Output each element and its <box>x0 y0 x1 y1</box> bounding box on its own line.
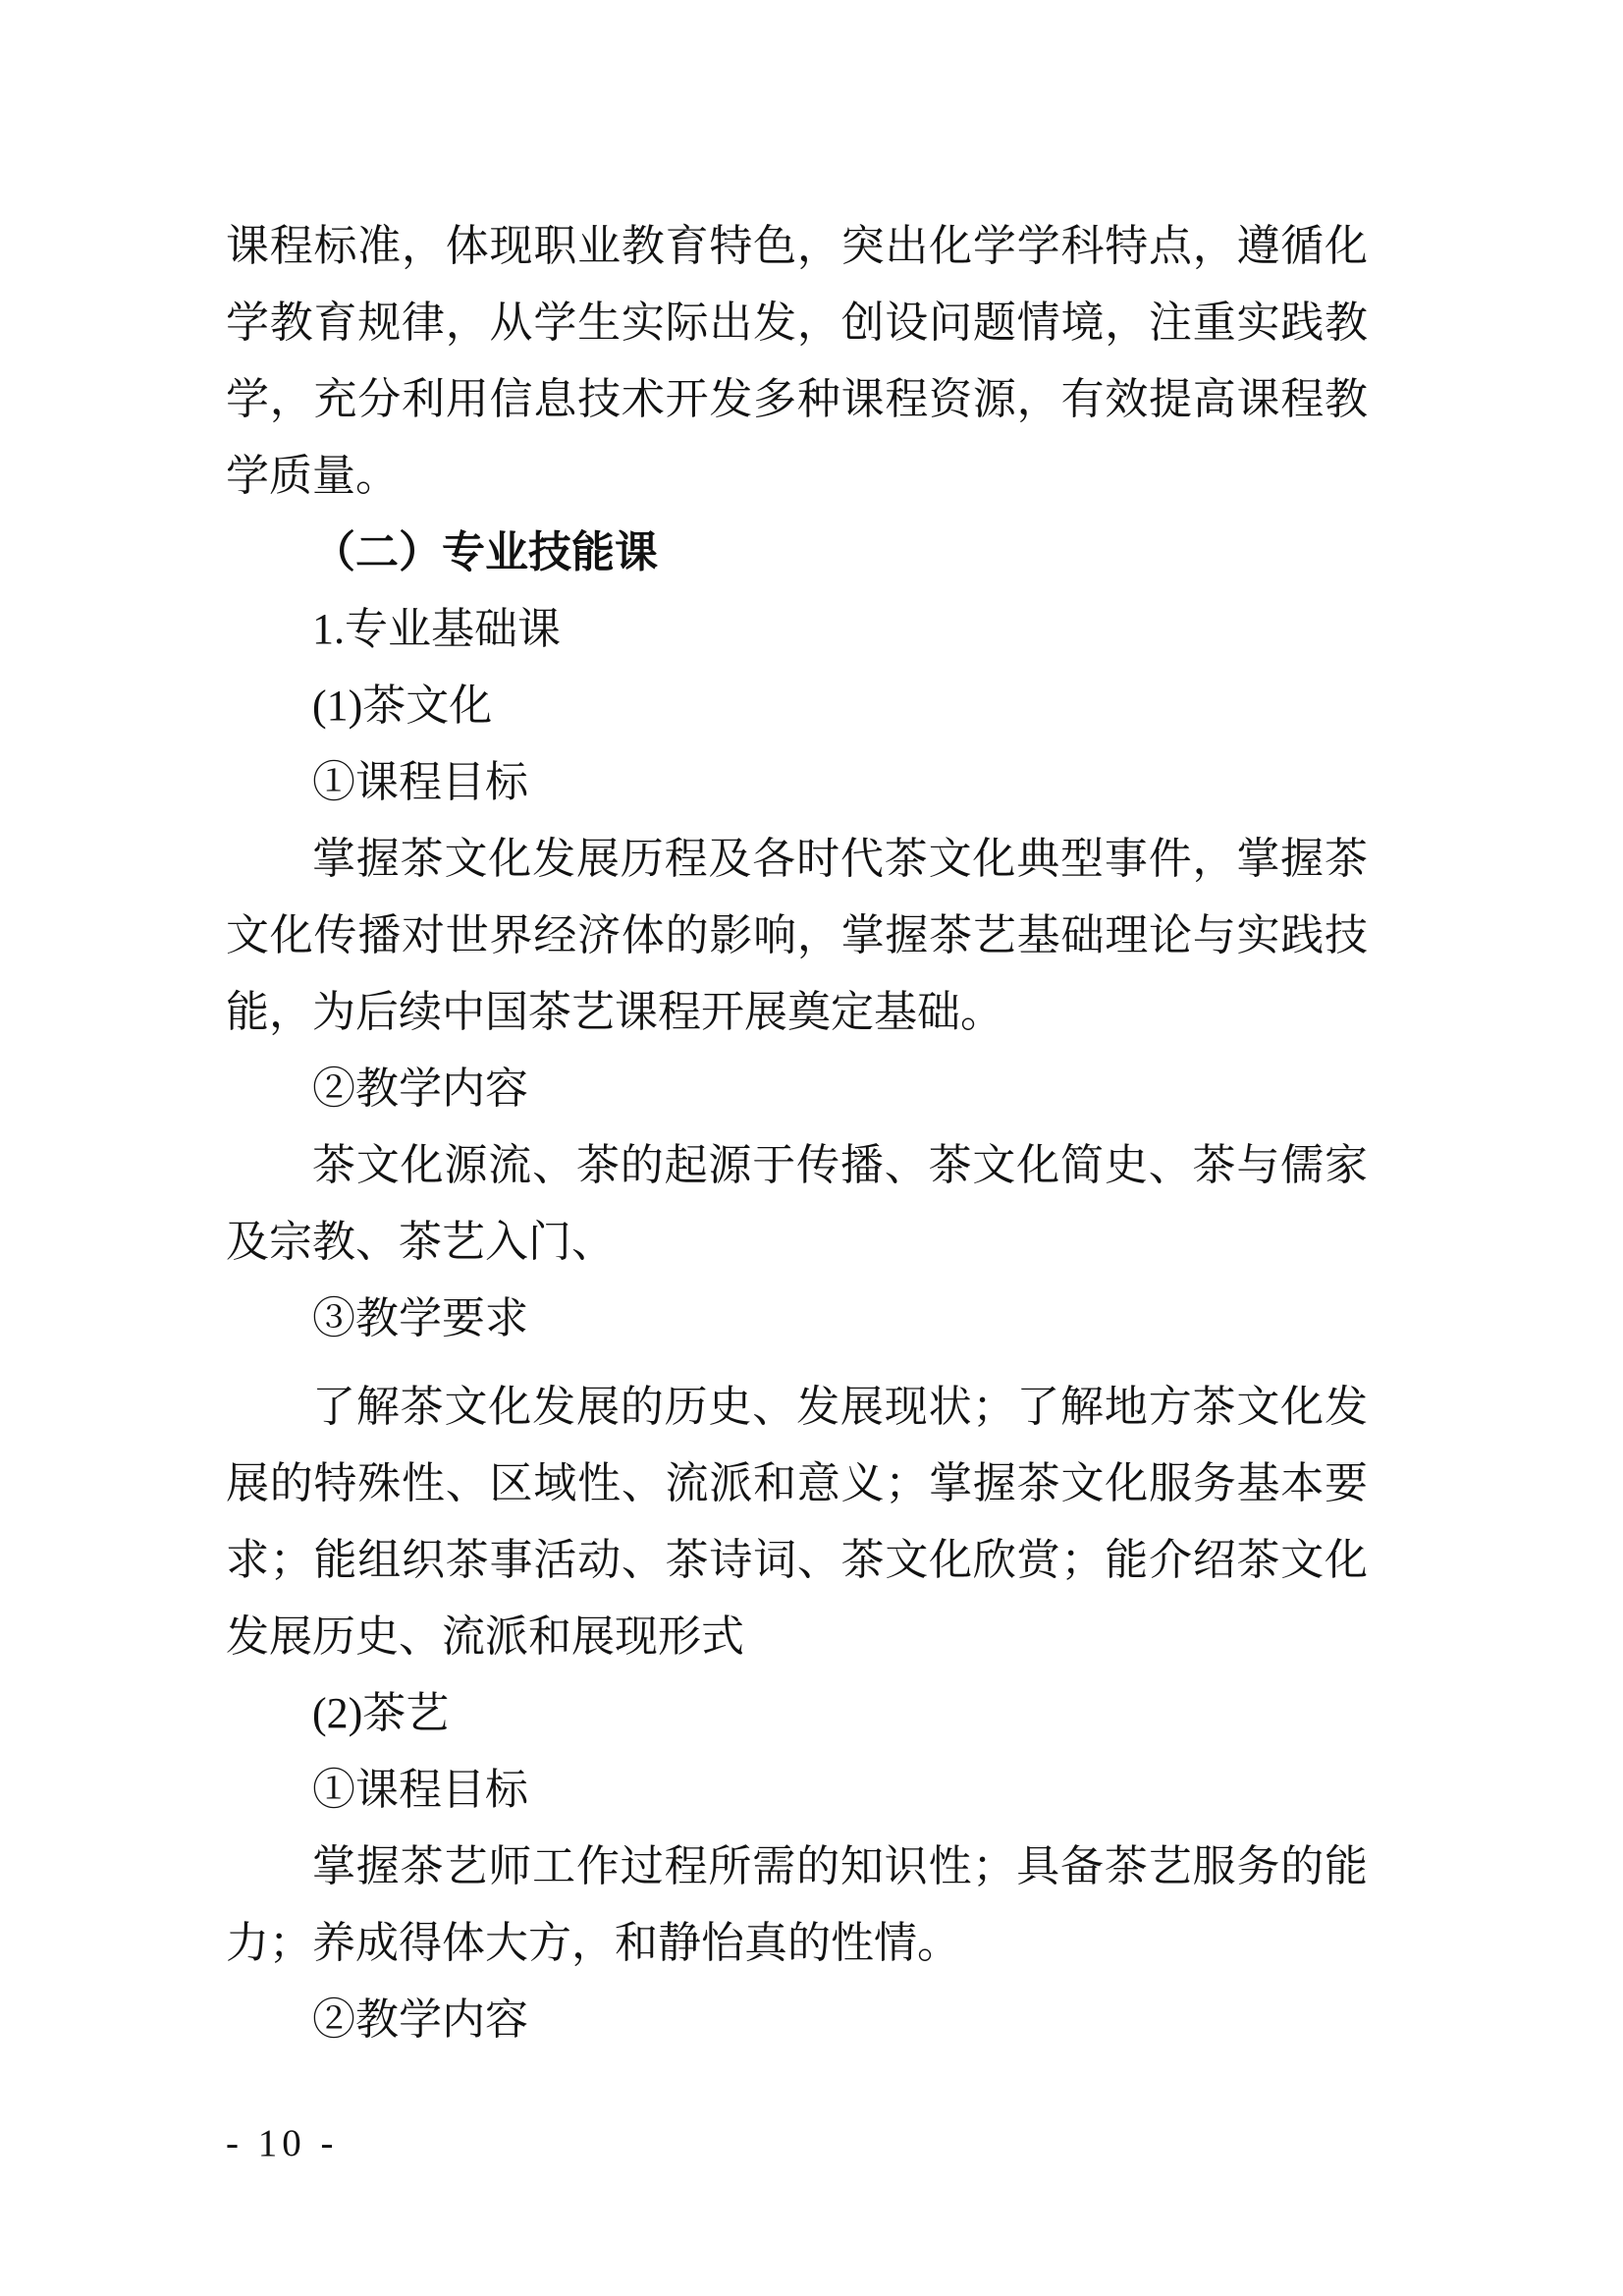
text-line: 学教育规律，从学生实际出发，创设问题情境，注重实践教 <box>226 299 1368 347</box>
document-text <box>226 208 1368 2058</box>
text-line: 1.专业基础课 <box>312 605 561 653</box>
text-line: 茶文化源流、茶的起源于传播、茶文化简史、茶与儒家 <box>312 1141 1368 1189</box>
text-line: ②教学内容 <box>312 1065 528 1113</box>
text-line: 发展历史、流派和展现形式 <box>226 1613 744 1661</box>
text-line: 课程标准，体现职业教育特色，突出化学学科特点，遵循化 <box>226 222 1368 270</box>
text-line: 学，充分利用信息技术开发多种课程资源，有效提高课程教 <box>226 375 1368 423</box>
text-line: 及宗教、茶艺入门、 <box>226 1218 615 1266</box>
text-line: (2)茶艺 <box>312 1689 450 1737</box>
text-line: ③教学要求 <box>312 1294 528 1342</box>
text-line: 能，为后续中国茶艺课程开展奠定基础。 <box>226 988 1003 1036</box>
text-line: ②教学内容 <box>312 1995 528 2044</box>
text-line: 学质量。 <box>226 452 399 500</box>
text-line: ①课程目标 <box>312 758 528 806</box>
text-line: 文化传播对世界经济体的影响，掌握茶艺基础理论与实践技 <box>226 911 1368 959</box>
text-line: 掌握茶文化发展历程及各时代茶文化典型事件，掌握茶 <box>312 835 1368 883</box>
text-line: 展的特殊性、区域性、流派和意义；掌握茶文化服务基本要 <box>226 1459 1368 1507</box>
text-line: 掌握茶艺师工作过程所需的知识性；具备茶艺服务的能 <box>312 1842 1368 1890</box>
text-line: 求；能组织茶事活动、茶诗词、茶文化欣赏；能介绍茶文化 <box>226 1536 1368 1584</box>
text-line: （二）专业技能课 <box>312 528 658 576</box>
text-line: 了解茶文化发展的历史、发展现状；了解地方茶文化发 <box>312 1383 1368 1431</box>
text-line: ①课程目标 <box>312 1766 528 1814</box>
text-line: 力；养成得体大方，和静怡真的性情。 <box>226 1919 960 1967</box>
text-line: (1)茶文化 <box>312 682 493 730</box>
page-number: - 10 - <box>226 2122 339 2164</box>
